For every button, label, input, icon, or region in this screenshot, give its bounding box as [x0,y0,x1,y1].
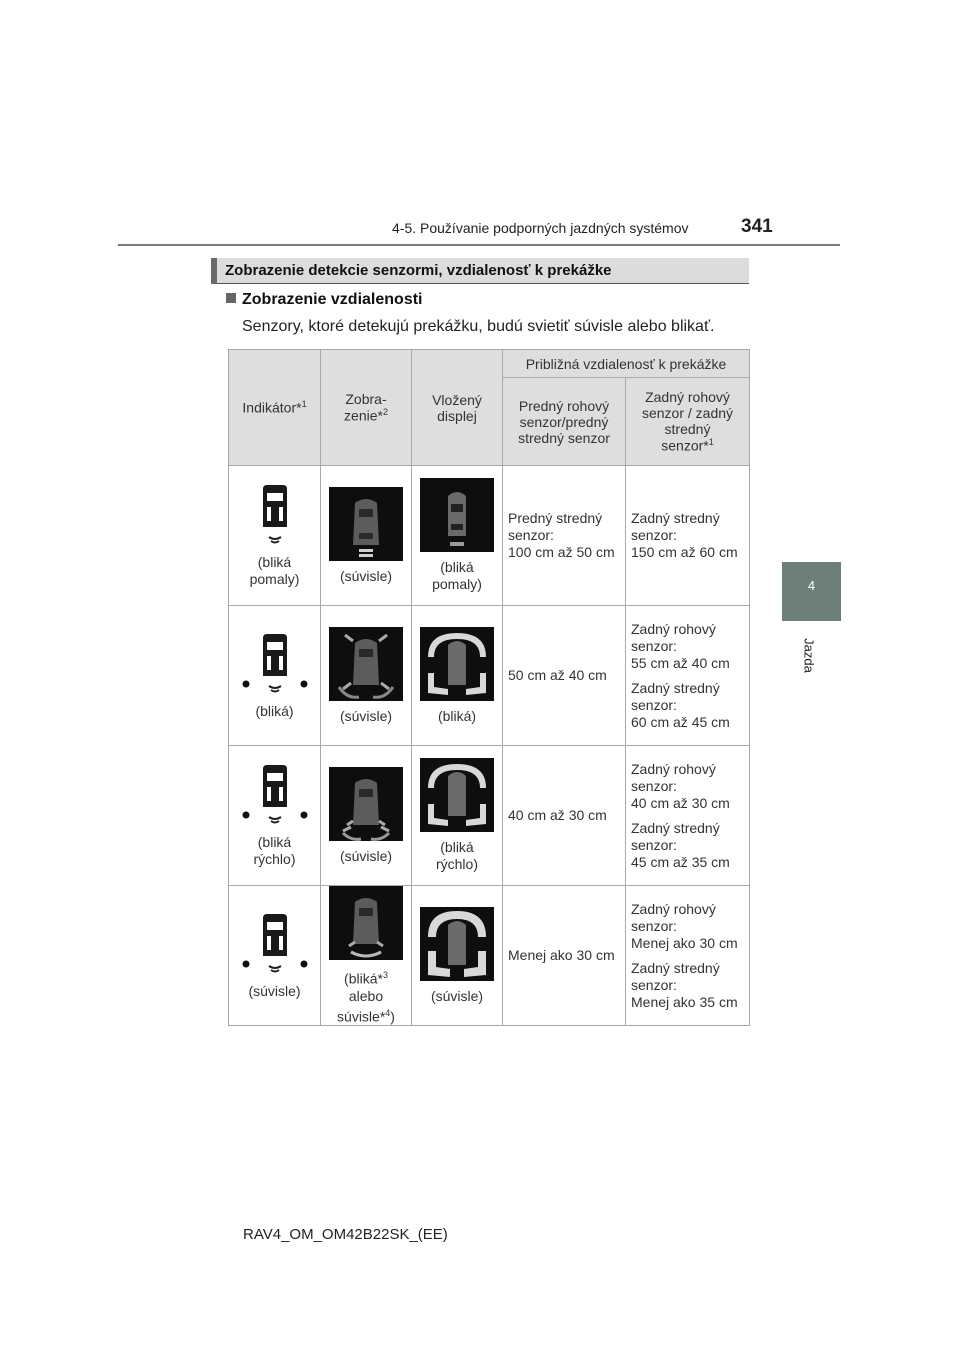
page-number: 341 [741,216,773,237]
col-indicator: Indikátor*$^1$ [229,350,321,466]
banner-title: Zobrazenie detekcie senzormi, vzdialenosť k prekážke [225,262,612,279]
car-indicator-icon [240,912,310,976]
rear-sensor-cell: Zadný stredný senzor: 150 cm až 60 cm [626,466,750,606]
car-inserted-display-icon [420,627,494,701]
square-bullet-icon [226,293,236,303]
col-display: Zobra- zenie*$^2$ [321,350,412,466]
car-display-icon [329,767,403,841]
table-row [229,606,750,746]
display-cell: (bliká*$^3$ alebo súvisle*$^4$) [321,886,412,1026]
front-sensor-cell: Predný stredný senzor: 100 cm až 50 cm [503,466,626,606]
indicator-cell: (bliká rýchlo) [229,746,321,886]
front-sensor-cell: 50 cm až 40 cm [503,606,626,746]
subheading [226,291,422,309]
front-sensor-cell: Menej ako 30 cm [503,886,626,1026]
car-indicator-icon [240,763,310,827]
col-front-sensor: Predný rohový senzor/predný stredný senzor [503,378,626,466]
display-cell: (súvisle) [321,466,412,606]
inserted-display-cell: (bliká pomaly) [412,466,503,606]
header-rule [118,244,840,246]
table-row [229,886,750,1026]
chapter-label: Jazda [801,638,817,673]
subheading-text: Zobrazenie vzdialenosti [242,291,423,308]
col-distance: Približná vzdialenosť k prekážke [503,350,750,378]
table-row [229,746,750,886]
section-title: 4-5. Používanie podporných jazdných systémov [392,220,689,236]
distance-table [228,349,750,1026]
document-code: RAV4_OM_OM42B22SK_(EE) [243,1226,448,1243]
rear-sensor-cell: Zadný rohový senzor: 55 cm až 40 cm Zadný stredný senzor: 60 cm až 45 cm [626,606,750,746]
car-display-icon [329,627,403,701]
car-inserted-display-icon [420,478,494,552]
inserted-display-cell: (súvisle) [412,886,503,1026]
car-indicator-icon [255,483,295,547]
col-inserted-display: Vložený displej [412,350,503,466]
display-cell: (súvisle) [321,606,412,746]
car-inserted-display-icon [420,758,494,832]
car-inserted-display-icon [420,907,494,981]
indicator-cell: (súvisle) [229,886,321,1026]
indicator-cell: (bliká) [229,606,321,746]
inserted-display-cell: (bliká) [412,606,503,746]
car-display-icon [329,886,403,960]
indicator-cell: (bliká pomaly) [229,466,321,606]
rear-sensor-cell: Zadný rohový senzor: 40 cm až 30 cm Zadný stredný senzor: 45 cm až 35 cm [626,746,750,886]
col-rear-sensor: Zadný rohový senzor / zadný stredný senzor*$^1$ [626,378,750,466]
section-banner [211,258,749,284]
car-indicator-icon [240,632,310,696]
front-sensor-cell: 40 cm až 30 cm [503,746,626,886]
banner-accent [211,258,217,284]
display-cell: (súvisle) [321,746,412,886]
chapter-number: 4 [807,578,816,593]
table-row [229,466,750,606]
rear-sensor-cell: Zadný rohový senzor: Menej ako 30 cm Zadný stredný senzor: Menej ako 35 cm [626,886,750,1026]
car-display-icon [329,487,403,561]
inserted-display-cell: (bliká rýchlo) [412,746,503,886]
description: Senzory, ktoré detekujú prekážku, budú svietiť súvisle alebo blikať. [242,318,715,335]
